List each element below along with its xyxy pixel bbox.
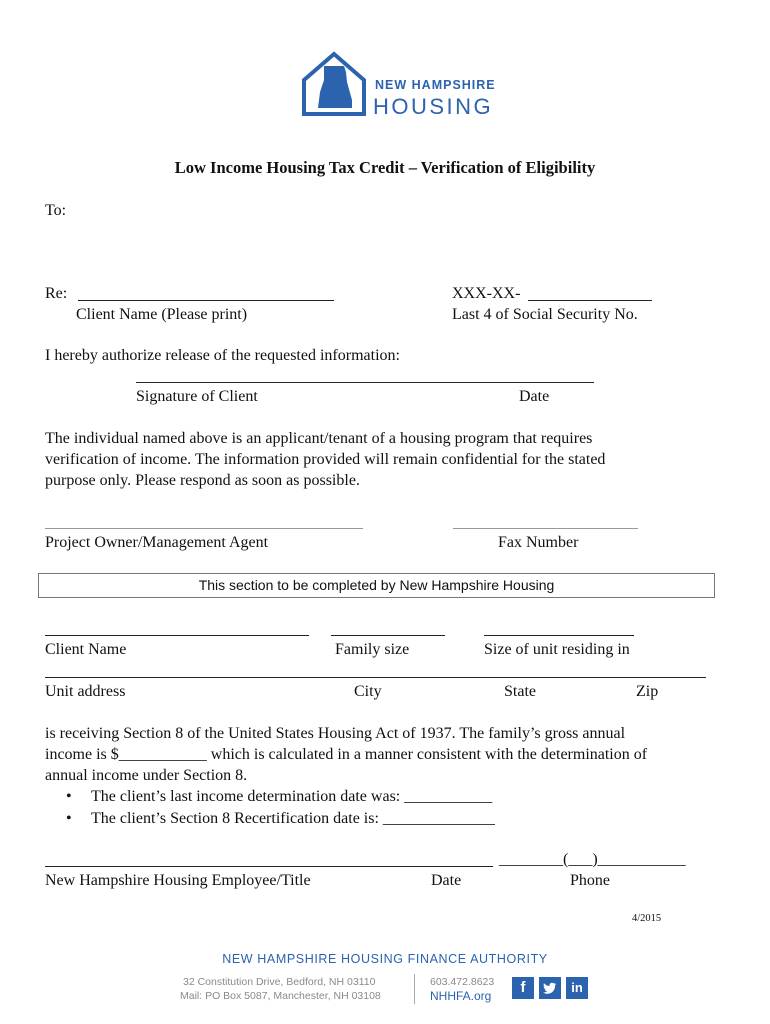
facebook-icon[interactable]: f [512, 977, 534, 999]
state-label: State [504, 683, 536, 700]
ssn-prefix: XXX-XX- [452, 285, 521, 302]
to-label: To: [45, 202, 67, 219]
phone-blank[interactable]: ________(___)___________ [499, 851, 686, 868]
footer-phone: 603.472.8623 [430, 976, 495, 988]
paragraph-line-2: verification of income. The information provided will remain confidential for the stated [45, 451, 606, 468]
client-name-caption: Client Name (Please print) [76, 306, 248, 323]
unit-size-line[interactable] [484, 635, 634, 636]
client-name-line[interactable] [45, 635, 309, 636]
bullet-icon: • [66, 810, 72, 827]
twitter-icon[interactable] [539, 977, 561, 999]
ssn-last4-field[interactable] [528, 300, 652, 301]
family-size-line[interactable] [331, 635, 445, 636]
version-label: 4/2015 [632, 913, 662, 924]
section8-line-1: is receiving Section 8 of the United States Housing Act of 1937. The family’s gross annual [45, 725, 626, 742]
employee-date-caption: Date [431, 872, 462, 889]
signature-date-caption: Date [519, 388, 550, 405]
paragraph-line-3: purpose only. Please respond as soon as possible. [45, 472, 360, 489]
linkedin-icon[interactable]: in [566, 977, 588, 999]
paragraph-line-1: The individual named above is an applicant/tenant of a housing program that requires [45, 430, 593, 447]
owner-agent-field[interactable] [45, 528, 363, 529]
form-title: Low Income Housing Tax Credit – Verification of Eligibility [174, 158, 596, 177]
family-size-label: Family size [335, 641, 410, 658]
logo-line-1: NEW HAMPSHIRE [375, 78, 496, 92]
client-name-label: Client Name [45, 641, 127, 658]
section8-line-3: annual income under Section 8. [45, 767, 248, 784]
footer-address-2: Mail: PO Box 5087, Manchester, NH 03108 [180, 990, 381, 1002]
city-label: City [354, 683, 382, 700]
footer-org-name: NEW HAMPSHIRE HOUSING FINANCE AUTHORITY [222, 952, 548, 966]
section8-line-2: income is $___________ which is calculated in a manner consistent with the determination of [45, 746, 648, 763]
house-state-logo-icon [300, 50, 368, 118]
client-name-field[interactable] [78, 300, 334, 301]
phone-caption: Phone [570, 872, 610, 889]
footer-address-1: 32 Constitution Drive, Bedford, NH 03110 [183, 976, 376, 988]
ssn-caption: Last 4 of Social Security No. [452, 306, 638, 323]
section-header-text: This section to be completed by New Hampshire Housing [198, 577, 555, 593]
unit-size-label: Size of unit residing in [484, 641, 630, 658]
signature-caption: Signature of Client [136, 388, 258, 405]
bullet-icon: • [66, 788, 72, 805]
employee-title-line[interactable] [45, 866, 493, 867]
logo-line-2: HOUSING [373, 94, 494, 119]
re-label: Re: [45, 285, 68, 302]
authorize-text: I hereby authorize release of the requested information: [45, 347, 400, 364]
unit-address-label: Unit address [45, 683, 126, 700]
unit-address-line[interactable] [45, 677, 706, 678]
recert-date: The client’s Section 8 Recertification date is: ______________ [91, 810, 495, 827]
zip-label: Zip [636, 683, 659, 700]
last-income-date: The client’s last income determination date was: ___________ [91, 788, 493, 805]
employee-caption: New Hampshire Housing Employee/Title [45, 872, 311, 889]
footer-website[interactable]: NHHFA.org [430, 989, 492, 1003]
owner-agent-caption: Project Owner/Management Agent [45, 534, 269, 551]
fax-number-field[interactable] [453, 528, 638, 529]
footer-divider [414, 974, 415, 1004]
fax-caption: Fax Number [498, 534, 579, 551]
client-signature-field[interactable] [136, 382, 594, 383]
